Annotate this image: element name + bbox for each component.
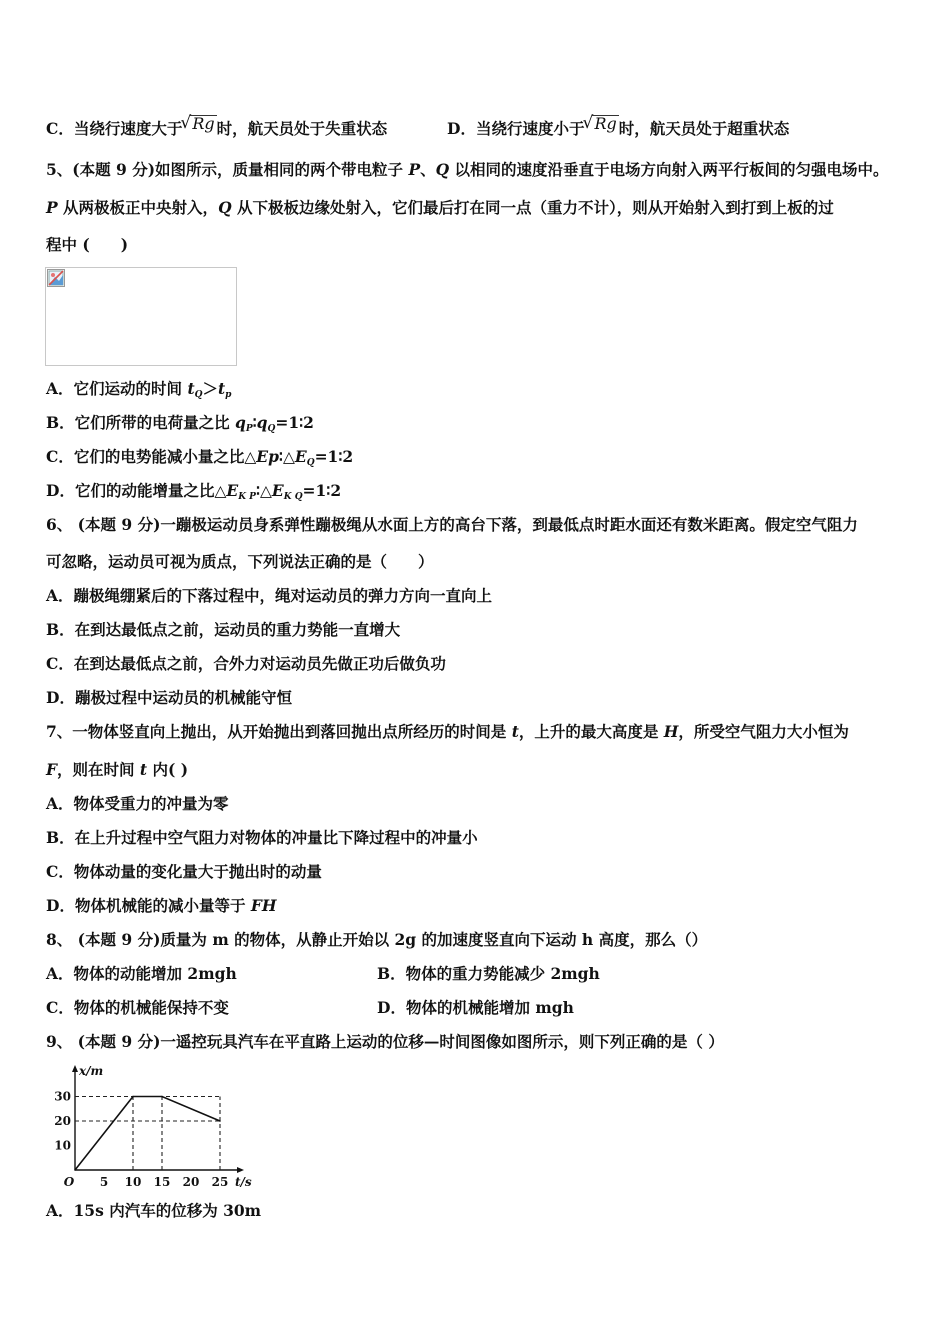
q7-text: 7、一物体竖直向上抛出，从开始抛出到落回抛出点所经历的时间是 xyxy=(46,722,512,741)
x-tick-label: 5 xyxy=(99,1175,109,1189)
data-point xyxy=(219,1120,221,1122)
x-tick-label: 10 xyxy=(124,1175,142,1189)
q5-stem-line-2 xyxy=(46,198,834,218)
x-tick-label: 20 xyxy=(182,1175,200,1189)
y-axis-arrow xyxy=(72,1065,78,1072)
var-e: E xyxy=(271,481,284,500)
q7-option-d xyxy=(46,896,277,916)
broken-image-icon xyxy=(47,269,65,287)
y-tick-label: 20 xyxy=(54,1114,71,1128)
option-text: A．它们运动的时间 xyxy=(46,379,188,398)
q7-text: ，上升的最大高度是 xyxy=(518,722,664,741)
q4-option-c xyxy=(46,114,387,139)
ratio-sign: ∶△ xyxy=(278,447,295,466)
q7-stem-line-2 xyxy=(46,760,188,780)
q7-option-a: A．物体受重力的冲量为零 xyxy=(46,794,229,813)
q5-text: 从两极板正中央射入， xyxy=(57,198,219,217)
q6-option-c: C．在到达最低点之前，合外力对运动员先做正功后做负功 xyxy=(46,654,446,673)
q7-option-c: C．物体动量的变化量大于抛出时的动量 xyxy=(46,862,322,881)
option-text: =1∶2 xyxy=(275,413,314,432)
q5-option-a xyxy=(46,379,231,405)
var-fh: FH xyxy=(250,896,277,915)
ratio-sign: ∶ xyxy=(252,413,257,432)
var-t: t xyxy=(511,722,519,741)
option-text: D．物体机械能的减小量等于 xyxy=(46,896,251,915)
y-tick-label: 10 xyxy=(54,1138,71,1153)
option-text: B．它们所带的电荷量之比 xyxy=(46,413,235,432)
q5-var-q: Q xyxy=(435,160,450,179)
q4-option-d-prefix: D．当绕行速度小于 xyxy=(447,119,585,138)
q6-option-b: B．在到达最低点之前，运动员的重力势能一直增大 xyxy=(46,620,401,639)
q5-stem-line-3: 程中 ( ) xyxy=(46,235,129,254)
q5-option-d xyxy=(46,481,341,507)
q5-option-b xyxy=(46,413,314,439)
q6-option-a: A．蹦极绳绷紧后的下落过程中，绳对运动员的弹力方向一直向上 xyxy=(46,586,493,605)
q8-option-d: D．物体的机械能增加 mgh xyxy=(377,998,574,1017)
x-tick-label: 15 xyxy=(153,1175,171,1189)
q8-option-c: C．物体的机械能保持不变 xyxy=(46,998,229,1017)
var-f: F xyxy=(46,760,58,779)
x-axis-arrow xyxy=(237,1167,244,1173)
data-point xyxy=(74,1169,76,1171)
q5-option-c xyxy=(46,447,353,473)
sqrt-rg-formula: √ Rg xyxy=(584,114,618,134)
var-h: H xyxy=(663,722,679,741)
subscript: Q xyxy=(194,390,203,400)
ratio-sign: ∶△ xyxy=(255,481,272,500)
var-ep: Ep xyxy=(256,447,279,466)
x-tick-label: O xyxy=(63,1175,75,1189)
q8-option-b: B．物体的重力势能减少 2mgh xyxy=(377,964,600,983)
q7-option-b: B．在上升过程中空气阻力对物体的冲量比下降过程中的冲量小 xyxy=(46,828,478,847)
subscript: Q xyxy=(267,424,276,434)
q6-stem-line-2: 可忽略，运动员可视为质点，下列说法正确的是（ ） xyxy=(46,552,434,571)
sqrt-rg-formula: √ Rg xyxy=(182,114,216,134)
subscript: P xyxy=(245,424,253,434)
var-t: t xyxy=(187,379,195,398)
subscript: K P xyxy=(238,492,256,502)
displacement-time-graph xyxy=(45,1062,265,1190)
q4-option-d-suffix: 时，航天员处于超重状态 xyxy=(618,119,790,138)
q4-option-d xyxy=(447,114,789,139)
var-q: q xyxy=(235,413,246,432)
q9-option-a: A．15s 内汽车的位移为 30m xyxy=(46,1201,262,1220)
q5-figure-placeholder xyxy=(45,267,237,366)
subscript: K Q xyxy=(283,492,303,502)
q8-stem: 8、 (本题 9 分)质量为 m 的物体，从静止开始以 2g 的加速度竖直向下运动 h 高度，那么（） xyxy=(46,930,708,949)
gt-sign: ＞ xyxy=(202,379,218,398)
q4-option-c-prefix: C．当绕行速度大于 xyxy=(46,119,183,138)
q5-stem-line-1 xyxy=(46,160,889,180)
q7-stem-line-1 xyxy=(46,722,849,742)
data-point xyxy=(132,1096,134,1098)
q9-stem: 9、 (本题 9 分)一遥控玩具汽车在平直路上运动的位移—时间图像如图所示，则下列正确的是（ ） xyxy=(46,1032,724,1051)
q5-var-p: P xyxy=(46,198,58,217)
x-tick-label: 25 xyxy=(211,1175,229,1189)
q5-text: 、 xyxy=(420,160,436,179)
data-series-line xyxy=(75,1097,220,1171)
var-q: q xyxy=(256,413,268,432)
q5-text: 从下极板边缘处射入，它们最后打在同一点（重力不计），则从开始射入到打到上板的过 xyxy=(231,198,834,217)
q7-text: ，则在时间 xyxy=(57,760,140,779)
q5-text: 5、(本题 9 分)如图所示，质量相同的两个带电粒子 xyxy=(46,160,409,179)
data-point xyxy=(161,1096,163,1098)
option-text: =1∶2 xyxy=(314,447,354,466)
option-text: D．它们的动能增量之比△ xyxy=(46,481,227,500)
var-e: E xyxy=(226,481,239,500)
q4-option-c-suffix: 时，航天员处于失重状态 xyxy=(216,119,388,138)
q7-text: 内( ) xyxy=(147,760,189,779)
q6-option-d: D．蹦极过程中运动员的机械能守恒 xyxy=(46,688,292,707)
y-axis-label: x/m xyxy=(79,1064,104,1078)
q6-stem-line-1: 6、 (本题 9 分)一蹦极运动员身系弹性蹦极绳从水面上方的高台下落，到最低点时距水面还有数米距离。假定空气阻力 xyxy=(46,515,858,534)
q5-var-p: P xyxy=(408,160,421,179)
var-t: t xyxy=(217,379,226,398)
q7-text: ，所受空气阻力大小恒为 xyxy=(678,722,849,741)
q5-text: 以相同的速度沿垂直于电场方向射入两平行板间的匀强电场中。 xyxy=(449,160,889,179)
subscript: Q xyxy=(306,458,315,468)
y-tick-label: 30 xyxy=(54,1089,71,1104)
q8-option-a: A．物体的动能增加 2mgh xyxy=(46,964,237,983)
x-axis-label: t/s xyxy=(235,1175,252,1189)
q5-var-q: Q xyxy=(218,198,232,217)
var-e: E xyxy=(294,447,307,466)
subscript: p xyxy=(225,390,232,400)
option-text: =1∶2 xyxy=(302,481,342,500)
option-text: C．它们的电势能减小量之比△ xyxy=(46,447,257,466)
var-t: t xyxy=(139,760,148,779)
